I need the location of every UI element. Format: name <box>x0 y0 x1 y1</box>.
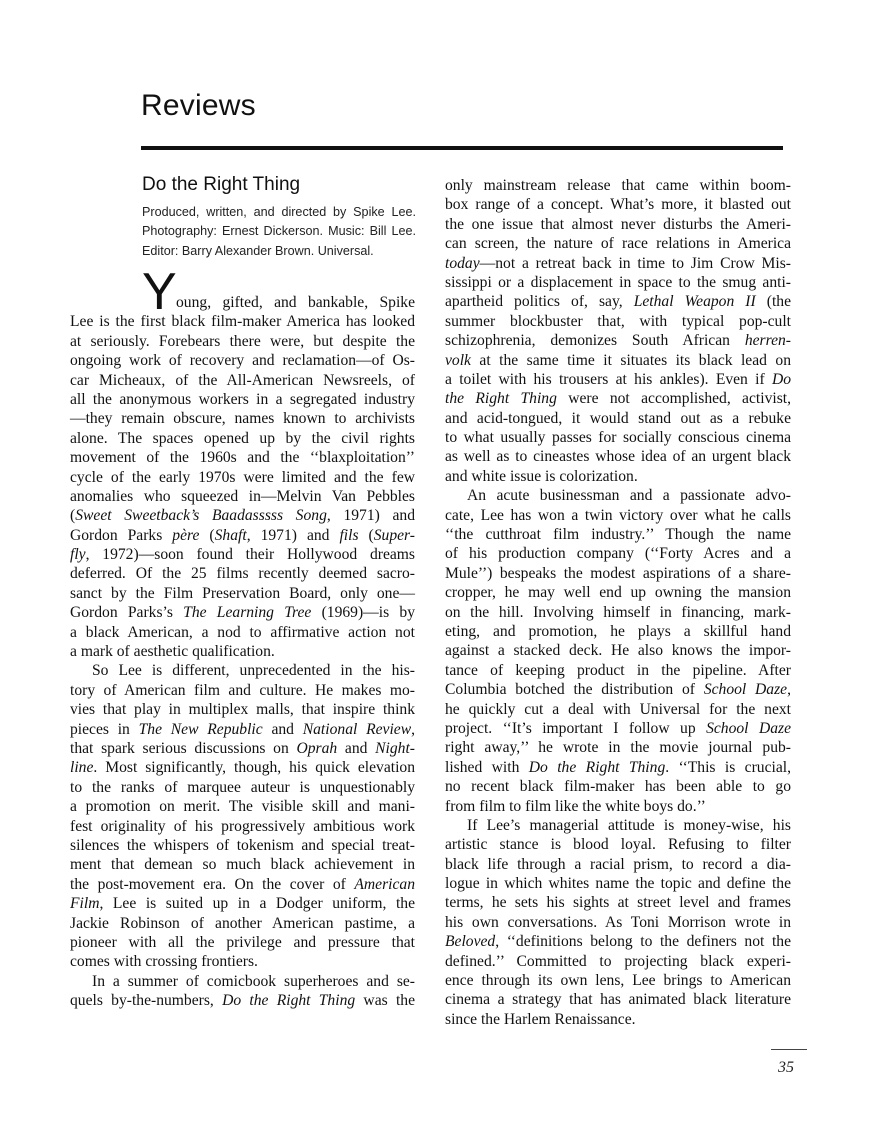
text-line: of his production company (‘‘Forty Acres and a <box>445 545 791 563</box>
text-line: —they remain obscure, names known to archivists <box>70 410 415 428</box>
text-line: Columbia botched the distribution of School Daze, <box>445 681 792 699</box>
text-line: comes with crossing frontiers. <box>70 953 258 971</box>
text-line: car Micheaux, of the All-American Newsreels, of <box>70 371 415 389</box>
text-line: all the anonymous workers in a segregated industry <box>70 390 415 408</box>
text-line: (Sweet Sweetback’s Baadasssss Song, 1971) and <box>70 507 415 525</box>
text-line: fest originality of his progressively ambitious work <box>70 817 415 835</box>
text-line: that spark serious discussions on Oprah and Night- <box>70 739 415 757</box>
text-line: In a summer of comicbook superheroes and se- <box>92 972 415 990</box>
text-line: lished with Do the Right Thing. ‘‘This is crucial, <box>445 758 792 776</box>
body-column-left <box>70 263 416 1010</box>
header-rule <box>141 146 783 150</box>
text-line: and white issue is colorization. <box>445 467 638 485</box>
text-line: If Lee’s managerial attitude is money-wise, his <box>467 816 791 834</box>
text-line: box range of a concept. What’s more, it blasted out <box>445 196 791 214</box>
text-line: ‘‘the cutthroat film industry.’’ Though the name <box>445 526 791 544</box>
text-line: and acid-tongued, it would stand out as a rebuke <box>445 409 791 427</box>
text-line: summer blockbuster that, with typical pop-cult <box>445 312 791 330</box>
text-line: to what usually passes for socially conscious cinema <box>445 429 791 447</box>
text-line: silences the whispers of tokenism and special treat- <box>70 836 415 854</box>
text-line: his own conversations. As Toni Morrison wrote in <box>445 913 791 931</box>
text-line: Beloved, ‘‘definitions belong to the definers not the <box>445 933 791 951</box>
text-line: An acute businessman and a passionate advo- <box>467 487 791 505</box>
text-line: logue in which whites name the topic and define the <box>445 875 791 893</box>
text-line: the post-movement era. On the cover of American <box>70 875 415 893</box>
text-line: artistic stance is blood loyal. Refusing to filter <box>445 836 791 854</box>
body-column-right <box>445 176 791 1029</box>
text-line: Mule’’) bespeaks the modest aspirations of a share- <box>445 564 791 582</box>
text-line: to the ranks of marquee auteur is unquestionably <box>70 778 415 796</box>
text-line: project. ‘‘It’s important I follow up School Daze <box>445 719 791 737</box>
text-line: sissippi or a displacement in space to the smug anti- <box>445 273 791 291</box>
text-line: volk at the same time it situates its black lead on <box>445 351 791 369</box>
page-number: 35 <box>778 1059 794 1076</box>
text-line: pieces in The New Republic and National Review, <box>70 720 416 738</box>
text-line: apartheid politics of, say, Lethal Weapon II (the <box>445 293 791 311</box>
text-line: can screen, the nature of race relations in America <box>445 235 791 253</box>
text-line: Gordon Parks père (Shaft, 1971) and fils (Super- <box>70 526 415 544</box>
text-line: the Right Thing were not accomplished, activist, <box>445 390 791 408</box>
text-line: a mark of aesthetic qualification. <box>70 643 275 661</box>
text-line: anomalies who squeezed in—Melvin Van Pebbles <box>70 487 415 505</box>
text-line: a black American, a nod to affirmative action not <box>70 623 415 641</box>
text-line: no recent black film-maker has been able to go <box>445 778 791 796</box>
text-line: cycle of the early 1970s were limited and the few <box>70 468 415 486</box>
text-line: terms, he sets his sights at street level and frames <box>445 894 791 912</box>
text-line: black life through a racial prism, to record a dia- <box>445 855 791 873</box>
text-line: So Lee is different, unprecedented in the his- <box>92 662 415 680</box>
text-line: Lee is the first black film-maker America has looked <box>70 313 415 331</box>
text-line: vies that play in multiplex malls, that inspire think <box>70 701 415 719</box>
text-line: alone. The spaces opened up by the civil rights <box>70 429 415 447</box>
text-line: ment that demean so much black achievement in <box>70 856 415 874</box>
text-line: ence through its own lens, Lee brings to American <box>445 972 791 990</box>
review-title: Do the Right Thing <box>142 174 301 195</box>
review-credits: Produced, written, and directed by Spike Lee. Photography: Ernest Dickerson. Music: Bill Lee. Editor: Barry Alexander Brown. Universal. <box>142 205 416 258</box>
text-line: deferred. Of the 25 films recently deemed sacro- <box>70 565 415 583</box>
text-line: sanct by the Film Preservation Board, only one— <box>70 584 415 602</box>
text-line: eting, and promotion, he plays a skillful hand <box>445 622 791 640</box>
text-line: today—not a retreat back in time to Jim Crow Mis- <box>445 254 791 272</box>
text-line: a promotion on merit. The visible skill and mani- <box>70 798 415 816</box>
text-line: movement of the 1960s and the ‘‘blaxploitation’’ <box>70 449 415 467</box>
text-line: on the hill. Involving himself in financing, mark- <box>445 603 791 621</box>
text-line: only mainstream release that came within boom- <box>445 177 791 194</box>
folio-rule <box>771 1049 807 1050</box>
text-line: Film, Lee is suited up in a Dodger uniform, the <box>70 895 415 913</box>
text-line: quels by-the-numbers, Do the Right Thing was the <box>70 992 416 1010</box>
text-line: Jackie Robinson of another American pastime, a <box>70 914 415 932</box>
text-line: against a stacked deck. He also knows the impor- <box>445 642 791 660</box>
text-line: cate, Lee has won a twin victory over what he calls <box>445 506 791 524</box>
text-line: ongoing work of recovery and reclamation—of Os- <box>70 352 415 370</box>
text-line: the one issue that almost never disturbs the Ameri- <box>445 215 791 233</box>
text-line: at seriously. Forebears there were, but despite the <box>70 332 415 350</box>
text-line: cropper, he may well end up owning the mansion <box>445 584 791 602</box>
text-line: pioneer with all the privilege and pressure that <box>70 933 415 951</box>
text-line: as well as to cineastes whose idea of an urgent black <box>445 448 791 466</box>
text-line: defined.’’ Committed to projecting black experi- <box>445 952 791 970</box>
text-line: Gordon Parks’s The Learning Tree (1969)—is by <box>70 604 415 622</box>
text-line: right away,’’ he wrote in the movie journal pub- <box>445 739 791 757</box>
text-line: from film to film like the white boys do.’’ <box>445 797 706 815</box>
text-line: Y oung, gifted, and bankable, Spike <box>142 263 415 321</box>
drop-cap: Y <box>142 263 177 321</box>
text-line: tance of keeping product in the pipeline. After <box>445 661 791 679</box>
text-line: fly, 1972)—soon found their Hollywood dreams <box>70 546 415 564</box>
text-line: since the Harlem Renaissance. <box>445 1010 636 1028</box>
text-line: tory of American film and culture. He makes mo- <box>70 681 415 699</box>
text-line: he quickly cut a deal with Universal for the next <box>445 700 791 718</box>
text-line: schizophrenia, demonizes South African herren- <box>445 332 791 350</box>
text-line: cinema a strategy that has animated black literature <box>445 991 791 1009</box>
section-title: Reviews <box>141 89 256 122</box>
text-line: line. Most significantly, though, his quick elevation <box>70 759 415 777</box>
text-line: a toilet with his trousers at his ankles). Even if Do <box>445 370 791 388</box>
